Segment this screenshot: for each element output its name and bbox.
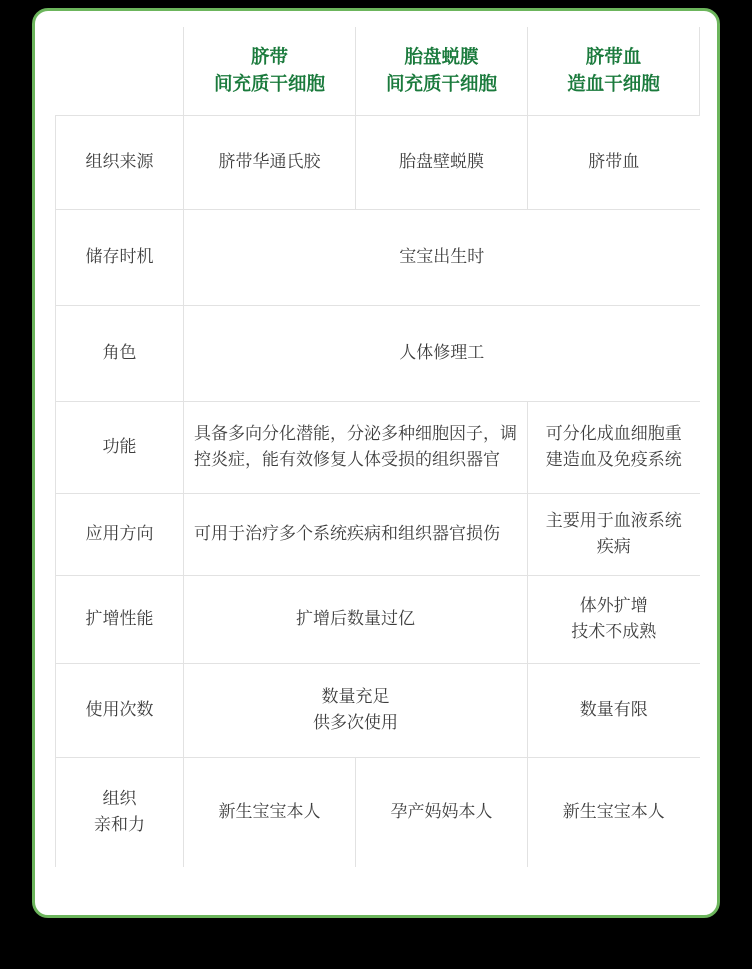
column-header-umbilical-cord-msc (184, 27, 356, 115)
table-row (56, 757, 700, 867)
row-label-tissue-source: 组织来源 (56, 115, 184, 209)
column-header-line1: 脐带 (250, 45, 288, 67)
row-label-line1: 组织 (102, 788, 137, 808)
cell-tissue-source-cord-blood: 脐带血 (528, 115, 700, 209)
row-label-role: 角色 (56, 305, 184, 401)
cell-tissue-source-placenta: 胎盘壁蜕膜 (356, 115, 528, 209)
cell-affinity-placenta: 孕产妈妈本人 (356, 757, 528, 867)
column-header-line2: 间充质干细胞 (213, 72, 325, 94)
table-row (56, 305, 700, 401)
stem-cell-comparison-table (55, 27, 700, 867)
table-corner-cell (56, 27, 184, 115)
column-header-placenta-decidua-msc (356, 27, 528, 115)
cell-affinity-cord: 新生宝宝本人 (184, 757, 356, 867)
cell-expansion-msc: 扩增后数量过亿 (184, 575, 528, 663)
column-header-line1: 胎盘蜕膜 (404, 45, 479, 67)
cell-function-msc: 具备多向分化潜能，分泌多种细胞因子，调控炎症，能有效修复人体受损的组织器官 (184, 401, 528, 493)
cell-storage-timing: 宝宝出生时 (184, 209, 700, 305)
column-header-cord-blood-hsc (528, 27, 700, 115)
table-row (56, 401, 700, 493)
cell-expansion-hsc: 体外扩增 技术不成熟 (528, 575, 700, 663)
cell-role: 人体修理工 (184, 305, 700, 401)
cell-application-hsc: 主要用于血液系统疾病 (528, 493, 700, 575)
row-label-function: 功能 (56, 401, 184, 493)
row-label-expansion: 扩增性能 (56, 575, 184, 663)
cell-function-hsc: 可分化成血细胞重建造血及免疫系统 (528, 401, 700, 493)
table-row (56, 575, 700, 663)
cell-usage-count-hsc: 数量有限 (528, 663, 700, 757)
column-header-line1: 脐带血 (585, 45, 642, 67)
column-header-line2: 造血干细胞 (567, 72, 660, 94)
column-header-line2: 间充质干细胞 (385, 72, 497, 94)
row-label-application: 应用方向 (56, 493, 184, 575)
table-row (56, 493, 700, 575)
table-row (56, 115, 700, 209)
cell-usage-count-msc: 数量充足 供多次使用 (184, 663, 528, 757)
cell-application-msc: 可用于治疗多个系统疾病和组织器官损伤 (184, 493, 528, 575)
table-row (56, 209, 700, 305)
row-label-storage-timing: 储存时机 (56, 209, 184, 305)
comparison-card (32, 8, 720, 918)
table-row (56, 663, 700, 757)
cell-affinity-cord-blood: 新生宝宝本人 (528, 757, 700, 867)
cell-tissue-source-cord: 脐带华通氏胶 (184, 115, 356, 209)
row-label-tissue-affinity (56, 757, 184, 867)
row-label-usage-count: 使用次数 (56, 663, 184, 757)
row-label-line2: 亲和力 (94, 815, 145, 835)
table-header-row (56, 27, 700, 115)
